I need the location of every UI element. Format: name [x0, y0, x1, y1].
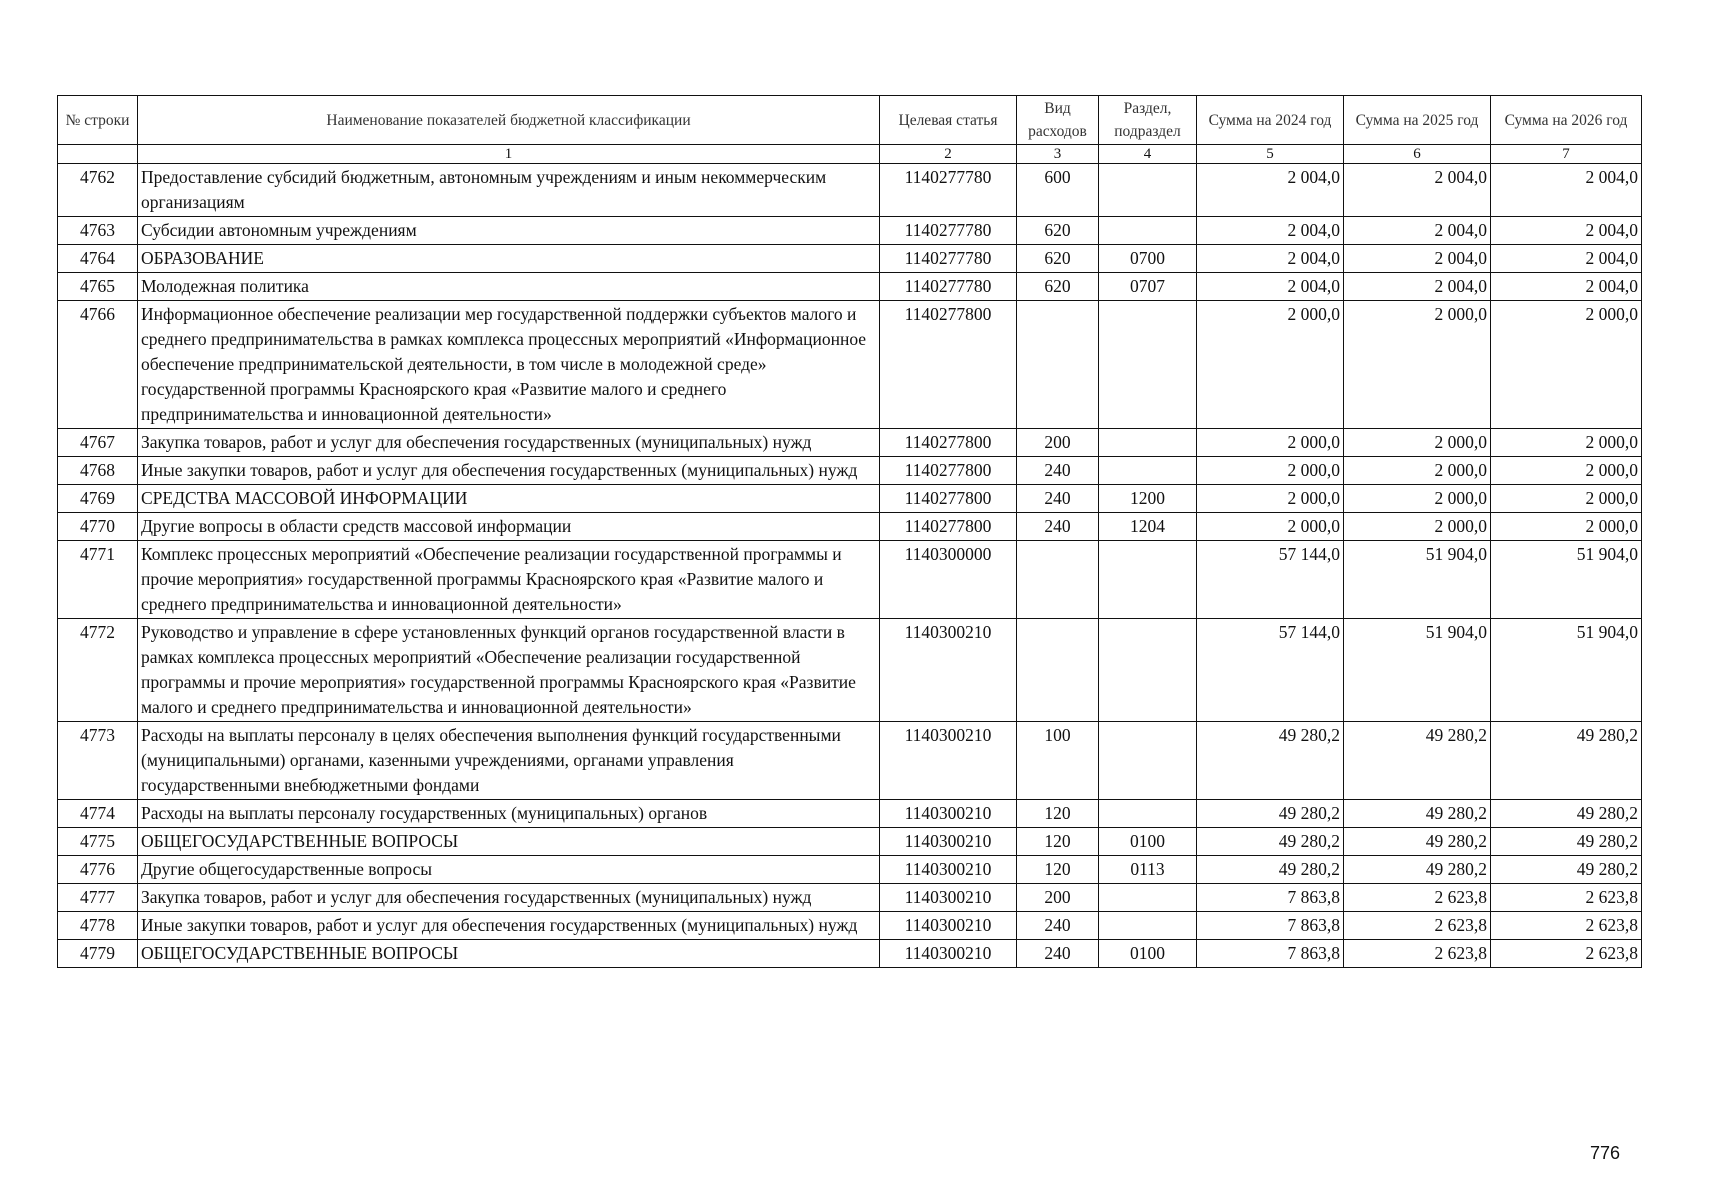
- row-expense-kind: 620: [1017, 245, 1099, 273]
- row-name: Предоставление субсидий бюджетным, автономным учреждениям и иным некоммерческим организациям: [138, 164, 880, 217]
- row-sum-2025: 2 004,0: [1344, 273, 1491, 301]
- row-section: [1099, 301, 1197, 429]
- row-expense-kind: [1017, 301, 1099, 429]
- row-sum-2026: 49 280,2: [1491, 828, 1642, 856]
- row-number: 4775: [58, 828, 138, 856]
- row-expense-kind: [1017, 619, 1099, 722]
- row-target-article: 1140300210: [880, 800, 1017, 828]
- row-name: ОБРАЗОВАНИЕ: [138, 245, 880, 273]
- row-sum-2026: 2 004,0: [1491, 245, 1642, 273]
- row-sum-2025: 2 000,0: [1344, 429, 1491, 457]
- table-row: [58, 245, 1642, 273]
- row-target-article: 1140277800: [880, 513, 1017, 541]
- row-section: [1099, 429, 1197, 457]
- row-sum-2024: 7 863,8: [1197, 884, 1344, 912]
- row-sum-2025: 2 004,0: [1344, 245, 1491, 273]
- row-expense-kind: 620: [1017, 217, 1099, 245]
- row-sum-2024: 7 863,8: [1197, 940, 1344, 968]
- table-row: [58, 912, 1642, 940]
- row-expense-kind: 200: [1017, 884, 1099, 912]
- row-expense-kind: 240: [1017, 457, 1099, 485]
- row-name: Другие общегосударственные вопросы: [138, 856, 880, 884]
- row-sum-2025: 49 280,2: [1344, 828, 1491, 856]
- row-sum-2026: 2 004,0: [1491, 217, 1642, 245]
- row-expense-kind: 120: [1017, 828, 1099, 856]
- row-number: 4777: [58, 884, 138, 912]
- page-number: 776: [1590, 1143, 1621, 1163]
- column-number: 2: [880, 145, 1017, 164]
- row-section: 0707: [1099, 273, 1197, 301]
- row-section: [1099, 619, 1197, 722]
- row-expense-kind: [1017, 541, 1099, 619]
- row-target-article: 1140300210: [880, 619, 1017, 722]
- row-target-article: 1140300210: [880, 722, 1017, 800]
- row-number: 4771: [58, 541, 138, 619]
- table-row: [58, 429, 1642, 457]
- row-section: [1099, 541, 1197, 619]
- row-sum-2026: 2 000,0: [1491, 513, 1642, 541]
- row-name: Расходы на выплаты персоналу в целях обеспечения выполнения функций государственными (муниципальными) органами, казенными учреждениями, органами управления государственными внебюджетными фондами: [138, 722, 880, 800]
- row-target-article: 1140277780: [880, 273, 1017, 301]
- row-sum-2024: 2 000,0: [1197, 429, 1344, 457]
- row-section: 0113: [1099, 856, 1197, 884]
- row-name: Информационное обеспечение реализации мер государственной поддержки субъектов малого и среднего предпринимательства в рамках комплекса процессных мероприятий «Информационное обеспечение предпринимательской деятельности, в том числе в молодежной среде» государственной программы Красноярского края «Развитие малого и среднего предпринимательства и инновационной деятельности»: [138, 301, 880, 429]
- row-sum-2024: 57 144,0: [1197, 541, 1344, 619]
- row-number: 4770: [58, 513, 138, 541]
- row-sum-2024: 2 000,0: [1197, 513, 1344, 541]
- row-sum-2026: 2 000,0: [1491, 301, 1642, 429]
- row-sum-2024: 49 280,2: [1197, 828, 1344, 856]
- row-section: [1099, 164, 1197, 217]
- row-sum-2024: 2 000,0: [1197, 457, 1344, 485]
- table-row: [58, 619, 1642, 722]
- header-sum-2025: Сумма на 2025 год: [1344, 96, 1491, 145]
- row-number: 4779: [58, 940, 138, 968]
- table-row: [58, 217, 1642, 245]
- row-sum-2026: 2 623,8: [1491, 912, 1642, 940]
- row-number: 4765: [58, 273, 138, 301]
- row-name: ОБЩЕГОСУДАРСТВЕННЫЕ ВОПРОСЫ: [138, 828, 880, 856]
- table-row: [58, 800, 1642, 828]
- row-target-article: 1140277800: [880, 485, 1017, 513]
- row-sum-2026: 2 004,0: [1491, 273, 1642, 301]
- header-sum-2026: Сумма на 2026 год: [1491, 96, 1642, 145]
- row-target-article: 1140277780: [880, 164, 1017, 217]
- row-sum-2025: 2 623,8: [1344, 912, 1491, 940]
- row-sum-2026: 2 000,0: [1491, 429, 1642, 457]
- table-row: [58, 164, 1642, 217]
- row-name: Молодежная политика: [138, 273, 880, 301]
- row-expense-kind: 240: [1017, 513, 1099, 541]
- row-target-article: 1140300210: [880, 940, 1017, 968]
- row-section: [1099, 457, 1197, 485]
- row-expense-kind: 120: [1017, 800, 1099, 828]
- header-row-no: № строки: [58, 96, 138, 145]
- row-sum-2024: 2 000,0: [1197, 485, 1344, 513]
- row-sum-2026: 2 623,8: [1491, 940, 1642, 968]
- row-expense-kind: 600: [1017, 164, 1099, 217]
- row-expense-kind: 120: [1017, 856, 1099, 884]
- row-expense-kind: 100: [1017, 722, 1099, 800]
- row-section: 1200: [1099, 485, 1197, 513]
- column-number: 6: [1344, 145, 1491, 164]
- row-sum-2025: 2 623,8: [1344, 884, 1491, 912]
- row-sum-2025: 2 000,0: [1344, 485, 1491, 513]
- column-number: 7: [1491, 145, 1642, 164]
- row-sum-2024: 2 004,0: [1197, 245, 1344, 273]
- row-sum-2024: 2 000,0: [1197, 301, 1344, 429]
- row-target-article: 1140277800: [880, 429, 1017, 457]
- row-target-article: 1140300210: [880, 912, 1017, 940]
- row-sum-2024: 57 144,0: [1197, 619, 1344, 722]
- row-number: 4763: [58, 217, 138, 245]
- column-number: 5: [1197, 145, 1344, 164]
- row-sum-2024: 49 280,2: [1197, 856, 1344, 884]
- row-section: [1099, 217, 1197, 245]
- row-sum-2025: 51 904,0: [1344, 619, 1491, 722]
- row-sum-2026: 2 000,0: [1491, 485, 1642, 513]
- column-number: 4: [1099, 145, 1197, 164]
- row-number: 4762: [58, 164, 138, 217]
- row-sum-2025: 51 904,0: [1344, 541, 1491, 619]
- row-sum-2025: 2 004,0: [1344, 217, 1491, 245]
- column-number: 1: [138, 145, 880, 164]
- row-target-article: 1140277780: [880, 245, 1017, 273]
- row-target-article: 1140300210: [880, 856, 1017, 884]
- row-sum-2024: 49 280,2: [1197, 800, 1344, 828]
- row-expense-kind: 620: [1017, 273, 1099, 301]
- row-number: 4778: [58, 912, 138, 940]
- row-sum-2026: 49 280,2: [1491, 722, 1642, 800]
- row-name: Руководство и управление в сфере установленных функций органов государственной власти в рамках комплекса процессных мероприятий «Обеспечение реализации государственной программы и прочие мероприятия» государственной программы Красноярского края «Развитие малого и среднего предпринимательства и инновационной деятельности»: [138, 619, 880, 722]
- row-number: 4774: [58, 800, 138, 828]
- row-number: 4768: [58, 457, 138, 485]
- table-row: [58, 940, 1642, 968]
- header-sum-2024: Сумма на 2024 год: [1197, 96, 1344, 145]
- table-row: [58, 273, 1642, 301]
- row-section: 1204: [1099, 513, 1197, 541]
- row-sum-2026: 51 904,0: [1491, 619, 1642, 722]
- row-number: 4776: [58, 856, 138, 884]
- table-row: [58, 884, 1642, 912]
- row-section: 0100: [1099, 828, 1197, 856]
- row-number: 4766: [58, 301, 138, 429]
- row-number: 4769: [58, 485, 138, 513]
- row-sum-2024: 2 004,0: [1197, 164, 1344, 217]
- header-name: Наименование показателей бюджетной классификации: [138, 96, 880, 145]
- header-kind: Вид расходов: [1017, 96, 1099, 145]
- row-section: [1099, 800, 1197, 828]
- row-section: [1099, 912, 1197, 940]
- table-row: [58, 457, 1642, 485]
- row-sum-2025: 2 000,0: [1344, 513, 1491, 541]
- row-target-article: 1140277800: [880, 301, 1017, 429]
- row-expense-kind: 240: [1017, 912, 1099, 940]
- row-section: 0700: [1099, 245, 1197, 273]
- budget-table: [57, 95, 1642, 968]
- row-name: Иные закупки товаров, работ и услуг для обеспечения государственных (муниципальных) нужд: [138, 912, 880, 940]
- header-row: [58, 96, 1642, 145]
- row-sum-2024: 2 004,0: [1197, 273, 1344, 301]
- row-expense-kind: 200: [1017, 429, 1099, 457]
- row-name: Расходы на выплаты персоналу государственных (муниципальных) органов: [138, 800, 880, 828]
- row-number: 4767: [58, 429, 138, 457]
- row-target-article: 1140300210: [880, 884, 1017, 912]
- row-name: Субсидии автономным учреждениям: [138, 217, 880, 245]
- row-sum-2026: 49 280,2: [1491, 800, 1642, 828]
- row-sum-2025: 2 000,0: [1344, 457, 1491, 485]
- row-name: Другие вопросы в области средств массовой информации: [138, 513, 880, 541]
- row-sum-2025: 2 000,0: [1344, 301, 1491, 429]
- row-name: ОБЩЕГОСУДАРСТВЕННЫЕ ВОПРОСЫ: [138, 940, 880, 968]
- row-name: Закупка товаров, работ и услуг для обеспечения государственных (муниципальных) нужд: [138, 884, 880, 912]
- row-expense-kind: 240: [1017, 485, 1099, 513]
- column-number: 3: [1017, 145, 1099, 164]
- row-name: Комплекс процессных мероприятий «Обеспечение реализации государственной программы и прочие мероприятия» государственной программы Красноярского края «Развитие малого и среднего предпринимательства и инновационной деятельности»: [138, 541, 880, 619]
- table-row: [58, 513, 1642, 541]
- row-expense-kind: 240: [1017, 940, 1099, 968]
- row-sum-2025: 49 280,2: [1344, 722, 1491, 800]
- row-sum-2026: 51 904,0: [1491, 541, 1642, 619]
- row-section: 0100: [1099, 940, 1197, 968]
- row-sum-2025: 49 280,2: [1344, 800, 1491, 828]
- row-sum-2025: 2 004,0: [1344, 164, 1491, 217]
- row-number: 4772: [58, 619, 138, 722]
- row-target-article: 1140277780: [880, 217, 1017, 245]
- column-number-row: [58, 145, 1642, 164]
- table-row: [58, 856, 1642, 884]
- row-sum-2025: 2 623,8: [1344, 940, 1491, 968]
- table-row: [58, 541, 1642, 619]
- row-target-article: 1140300210: [880, 828, 1017, 856]
- row-sum-2026: 2 000,0: [1491, 457, 1642, 485]
- table-row: [58, 828, 1642, 856]
- table-row: [58, 485, 1642, 513]
- row-target-article: 1140277800: [880, 457, 1017, 485]
- row-sum-2026: 49 280,2: [1491, 856, 1642, 884]
- row-number: 4773: [58, 722, 138, 800]
- row-sum-2026: 2 004,0: [1491, 164, 1642, 217]
- row-sum-2025: 49 280,2: [1344, 856, 1491, 884]
- row-number: 4764: [58, 245, 138, 273]
- table-row: [58, 301, 1642, 429]
- row-section: [1099, 884, 1197, 912]
- row-name: Закупка товаров, работ и услуг для обеспечения государственных (муниципальных) нужд: [138, 429, 880, 457]
- row-sum-2024: 2 004,0: [1197, 217, 1344, 245]
- row-sum-2024: 7 863,8: [1197, 912, 1344, 940]
- table-row: [58, 722, 1642, 800]
- row-name: СРЕДСТВА МАССОВОЙ ИНФОРМАЦИИ: [138, 485, 880, 513]
- row-section: [1099, 722, 1197, 800]
- header-target: Целевая статья: [880, 96, 1017, 145]
- row-name: Иные закупки товаров, работ и услуг для обеспечения государственных (муниципальных) нужд: [138, 457, 880, 485]
- table-body: [58, 164, 1642, 968]
- row-sum-2024: 49 280,2: [1197, 722, 1344, 800]
- header-section: Раздел, подраздел: [1099, 96, 1197, 145]
- row-target-article: 1140300000: [880, 541, 1017, 619]
- column-number: [58, 145, 138, 164]
- row-sum-2026: 2 623,8: [1491, 884, 1642, 912]
